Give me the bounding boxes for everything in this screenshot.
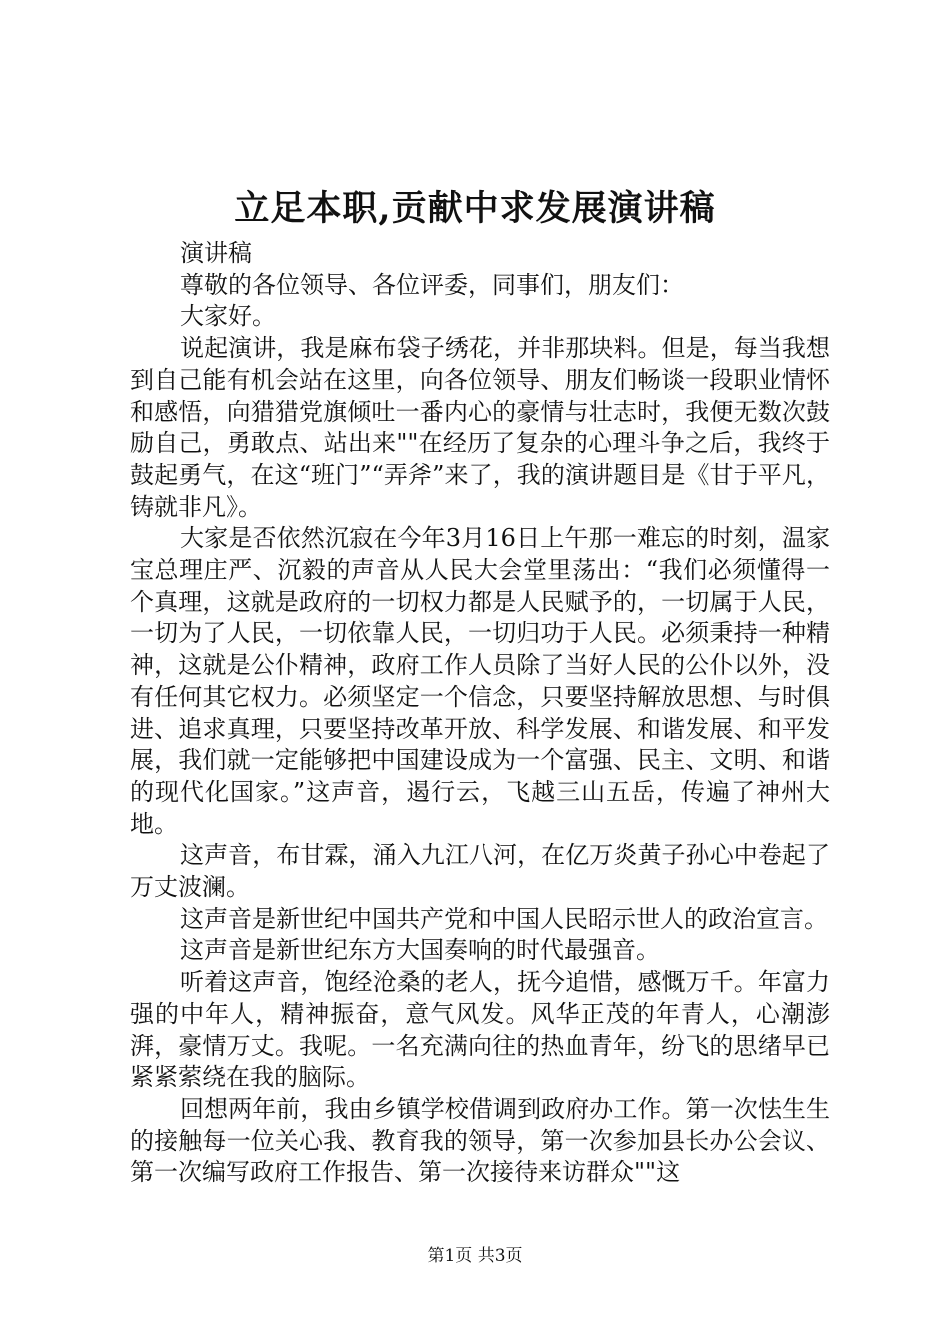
paragraph-greeting: 大家好。 (180, 302, 276, 331)
paragraph: 这声音是新世纪中国共产党和中国人民昭示世人的政治宣言。 (180, 904, 828, 933)
paragraph: 听着这声音，饱经沧桑的老人，抚今追惜，感慨万千。年富力强的中年人，精神振奋，意气风发。风华正茂的年青人，心潮澎湃，豪情万丈。我呢。一名充满向往的热血青年，纷飞的思绪早已紧紧萦绕在我的脑际。 (130, 968, 830, 1092)
paragraph-salutation: 尊敬的各位领导、各位评委，同事们，朋友们： (180, 270, 684, 299)
paragraph: 这声音是新世纪东方大国奏响的时代最强音。 (180, 936, 660, 965)
document-body (130, 238, 830, 1189)
page-footer: 第1页 共3页 (427, 1246, 523, 1266)
paragraph: 这声音，布甘霖，涌入九江八河，在亿万炎黄子孙心中卷起了万丈波澜。 (130, 841, 830, 902)
paragraph: 说起演讲，我是麻布袋子绣花，并非那块料。但是，每当我想到自己能有机会站在这里，向各位领导、朋友们畅谈一段职业情怀和感悟，向猎猎党旗倾吐一番内心的豪情与壮志时，我便无数次鼓励自己，勇敢点、站出来""在经历了复杂的心理斗争之后，我终于鼓起勇气，在这“班门”“弄斧”来了，我的演讲题目是《甘于平凡，铸就非凡》。 (130, 334, 830, 521)
paragraph-heading: 演讲稿 (180, 239, 252, 267)
document-title: 立足本职,贡献中求发展演讲稿 (234, 188, 716, 229)
paragraph: 回想两年前，我由乡镇学校借调到政府办工作。第一次怯生生的接触每一位关心我、教育我的领导，第一次参加县长办公会议、第一次编写政府工作报告、第一次接待来访群众""这 (130, 1094, 830, 1187)
paragraph: 大家是否依然沉寂在今年3月16日上午那一难忘的时刻，温家宝总理庄严、沉毅的声音从人民大会堂里荡出：“我们必须懂得一个真理，这就是政府的一切权力都是人民赋予的，一切属于人民，一切为了人民，一切依靠人民，一切归功于人民。必须秉持一种精神，这就是公仆精神，政府工作人员除了当好人民的公仆以外，没有任何其它权力。必须坚定一个信念，只要坚持解放思想、与时俱进、追求真理，只要坚持改革开放、科学发展、和谐发展、和平发展，我们就一定能够把中国建设成为一个富强、民主、文明、和谐的现代化国家。”这声音，遏行云，飞越三山五岳，传遍了神州大地。 (130, 524, 830, 838)
